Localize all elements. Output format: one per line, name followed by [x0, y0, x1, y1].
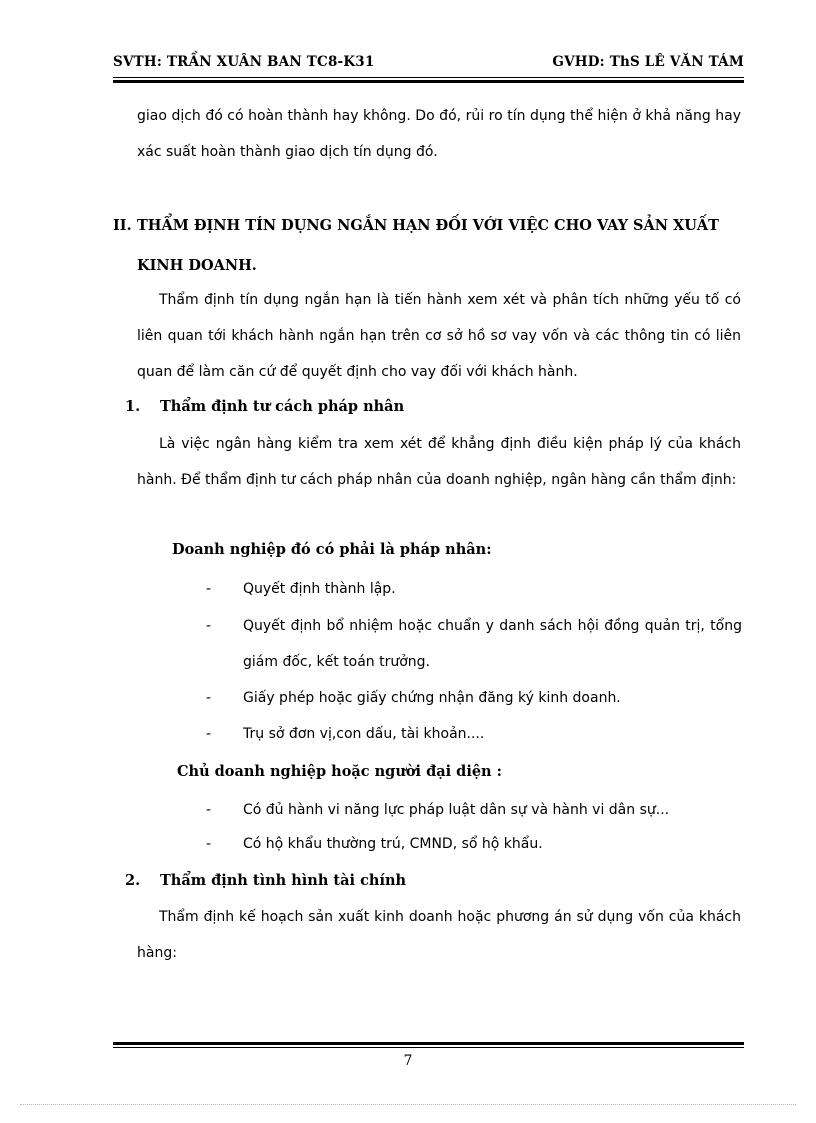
header-rule-thick [113, 80, 744, 83]
intro-paragraph: giao dịch đó có hoàn thành hay không. Do đó, rủi ro tín dụng thể hiện ở khả năng hay xác suất hoàn thành giao dịch tín dụng đó. [137, 108, 741, 160]
header-advisor: GVHD: ThS LÊ VĂN TÁM [552, 54, 744, 70]
sub1-number: 1. [125, 398, 141, 415]
section-title-line2: KINH DOANH. [137, 257, 257, 274]
section-number: II. [113, 217, 132, 234]
section-paragraph: Thẩm định tín dụng ngắn hạn là tiến hành xem xét và phân tích những yếu tố có liên quan tới khách hành ngắn hạn trên cơ sở hồ sơ vay vốn và các thông tin có liên quan để làm căn cứ để quyết định cho vay đối với khách hành. [137, 292, 741, 380]
header-rule-thin [113, 77, 744, 78]
page-number: 7 [403, 1053, 413, 1069]
group2-title: Chủ doanh nghiệp hoặc người đại diện : [177, 763, 502, 780]
sub2-title: Thẩm định tình hình tài chính [160, 872, 407, 889]
page-header [113, 54, 744, 70]
group1-title: Doanh nghiệp đó có phải là pháp nhân: [172, 541, 492, 558]
footer-rule-thin [113, 1047, 744, 1048]
header-student: SVTH: TRẦN XUÂN BAN TC8-K31 [113, 54, 375, 70]
page-edge-divider [20, 1104, 796, 1105]
footer-rule-thick [113, 1042, 744, 1045]
sub2-paragraph: Thẩm định kế hoạch sản xuất kinh doanh hoặc phương án sử dụng vốn của khách hàng: [137, 909, 741, 961]
sub2-number: 2. [125, 872, 141, 889]
section-heading [113, 206, 743, 286]
sub1-paragraph: Là việc ngân hàng kiểm tra xem xét để khẳng định điều kiện pháp lý của khách hành. Để thẩm định tư cách pháp nhân của doanh nghiệp, ngân hàng cần thẩm định: [137, 436, 741, 488]
sub1-title: Thẩm định tư cách pháp nhân [160, 398, 405, 415]
section-title-line1: THẨM ĐỊNH TÍN DỤNG NGẮN HẠN ĐỐI VỚI VIỆC CHO VAY SẢN XUẤT [137, 217, 719, 234]
